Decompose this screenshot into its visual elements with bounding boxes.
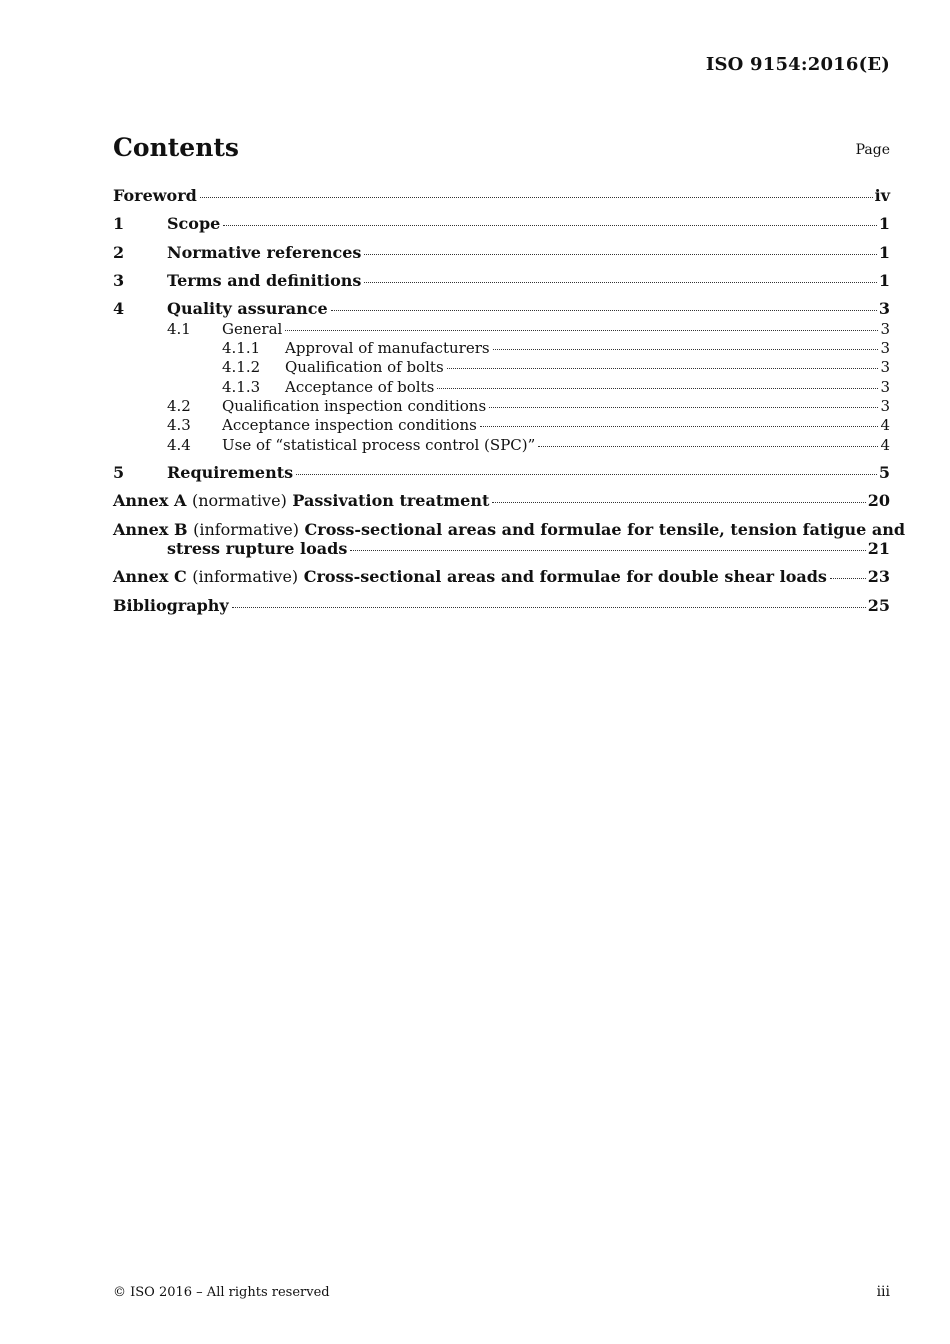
toc-entry-spc[interactable]	[113, 436, 890, 454]
toc-page-number: 1	[878, 243, 890, 262]
dot-leader	[489, 406, 878, 408]
toc-page-number: 1	[878, 214, 890, 233]
toc-page-number: 1	[878, 271, 890, 290]
dot-leader	[364, 253, 876, 255]
toc-page-number: 3	[880, 397, 890, 415]
toc-title: General	[222, 320, 283, 338]
toc-number: 2	[113, 243, 125, 262]
toc-page-number: 3	[878, 299, 890, 318]
toc-title: Quality assurance	[167, 299, 328, 318]
toc-number: 4.1.1	[222, 339, 261, 357]
toc-number: 4.3	[167, 416, 191, 434]
dot-leader	[492, 501, 865, 503]
toc-page-number: 3	[880, 378, 890, 396]
annex-type: (informative)	[193, 520, 299, 539]
toc-page-number: 23	[867, 567, 890, 586]
toc-entry-requirements[interactable]	[113, 463, 890, 482]
toc-entry-general[interactable]	[113, 320, 890, 338]
toc-page-number: 25	[867, 596, 890, 615]
document-id: ISO 9154:2016(E)	[705, 54, 890, 75]
toc-entry-acceptance-bolts[interactable]	[113, 378, 890, 396]
toc-title: Approval of manufacturers	[285, 339, 490, 357]
dot-leader	[447, 367, 879, 369]
toc-entry-annex-c[interactable]	[113, 567, 890, 586]
toc-number: 4.4	[167, 436, 191, 454]
toc-entry-normative-references[interactable]	[113, 243, 890, 262]
annex-title: Cross-sectional areas and formulae for double shear loads	[303, 567, 827, 586]
toc-title	[113, 491, 489, 510]
annex-b-first-line	[113, 520, 905, 539]
toc-title: Qualification of bolts	[285, 358, 444, 376]
toc-entry-qualification-inspection[interactable]	[113, 397, 890, 415]
annex-title-line1: Cross-sectional areas and formulae for tensile, tension fatigue and	[304, 520, 906, 539]
dot-leader	[480, 425, 879, 427]
toc-entry-quality-assurance[interactable]	[113, 299, 890, 318]
dot-leader	[364, 281, 876, 283]
contents-heading: Contents	[113, 133, 240, 162]
toc-number: 4.1.2	[222, 358, 261, 376]
dot-leader	[493, 348, 879, 350]
annex-b-second-line	[167, 539, 890, 558]
toc-title: Terms and definitions	[167, 271, 362, 290]
toc-number: 5	[113, 463, 125, 482]
toc-page-number: 4	[880, 436, 890, 454]
toc-page-number: iv	[874, 186, 890, 205]
toc-entry-qualification-bolts[interactable]	[113, 358, 890, 376]
annex-title-line2: stress rupture loads	[167, 539, 348, 558]
toc-entry-approval-manufacturers[interactable]	[113, 339, 890, 357]
dot-leader	[331, 309, 877, 311]
toc-number: 1	[113, 214, 125, 233]
toc-entry-acceptance-inspection[interactable]	[113, 416, 890, 434]
toc-page-number: 4	[880, 416, 890, 434]
toc-page-number: 5	[878, 463, 890, 482]
toc-title: Acceptance of bolts	[285, 378, 435, 396]
toc-number: 4.1.3	[222, 378, 261, 396]
toc-page-number: 21	[867, 539, 890, 558]
toc-number: 4.2	[167, 397, 191, 415]
dot-leader	[538, 445, 878, 447]
annex-type: (informative)	[192, 567, 299, 586]
footer-page-number: iii	[876, 1284, 890, 1300]
toc-title: Acceptance inspection conditions	[222, 416, 477, 434]
toc-title: Scope	[167, 214, 221, 233]
annex-label: Annex B	[113, 520, 188, 539]
dot-leader	[223, 224, 877, 226]
annex-title: Passivation treatment	[292, 491, 490, 510]
dot-leader	[232, 606, 866, 608]
dot-leader	[830, 577, 866, 579]
toc-page-number: 3	[880, 339, 890, 357]
dot-leader	[437, 387, 878, 389]
toc-entry-scope[interactable]	[113, 214, 890, 233]
dot-leader	[350, 549, 865, 551]
toc-entry-bibliography[interactable]	[113, 596, 890, 615]
dot-leader	[285, 329, 878, 331]
toc-title: Qualification inspection conditions	[222, 397, 487, 415]
annex-label: Annex A	[113, 491, 187, 510]
toc-title: Foreword	[113, 186, 197, 205]
toc-page-number: 3	[880, 358, 890, 376]
dot-leader	[200, 196, 873, 198]
footer-copyright: © ISO 2016 – All rights reserved	[113, 1285, 330, 1300]
toc-number: 4	[113, 299, 125, 318]
toc-title: Requirements	[167, 463, 294, 482]
toc-title: Use of “statistical process control (SPC)”	[222, 436, 536, 454]
toc-title	[113, 567, 827, 586]
annex-type: (normative)	[191, 491, 287, 510]
toc-entry-terms-definitions[interactable]	[113, 271, 890, 290]
toc-page-number: 3	[880, 320, 890, 338]
toc-page-number: 20	[867, 491, 890, 510]
annex-label: Annex C	[113, 567, 187, 586]
toc-number: 3	[113, 271, 125, 290]
toc-entry-annex-a[interactable]	[113, 491, 890, 510]
page-column-label: Page	[855, 142, 890, 158]
toc-title: Normative references	[167, 243, 362, 262]
toc-number: 4.1	[167, 320, 191, 338]
dot-leader	[296, 473, 877, 475]
toc-title: Bibliography	[113, 596, 229, 615]
toc-entry-foreword[interactable]	[113, 186, 890, 205]
